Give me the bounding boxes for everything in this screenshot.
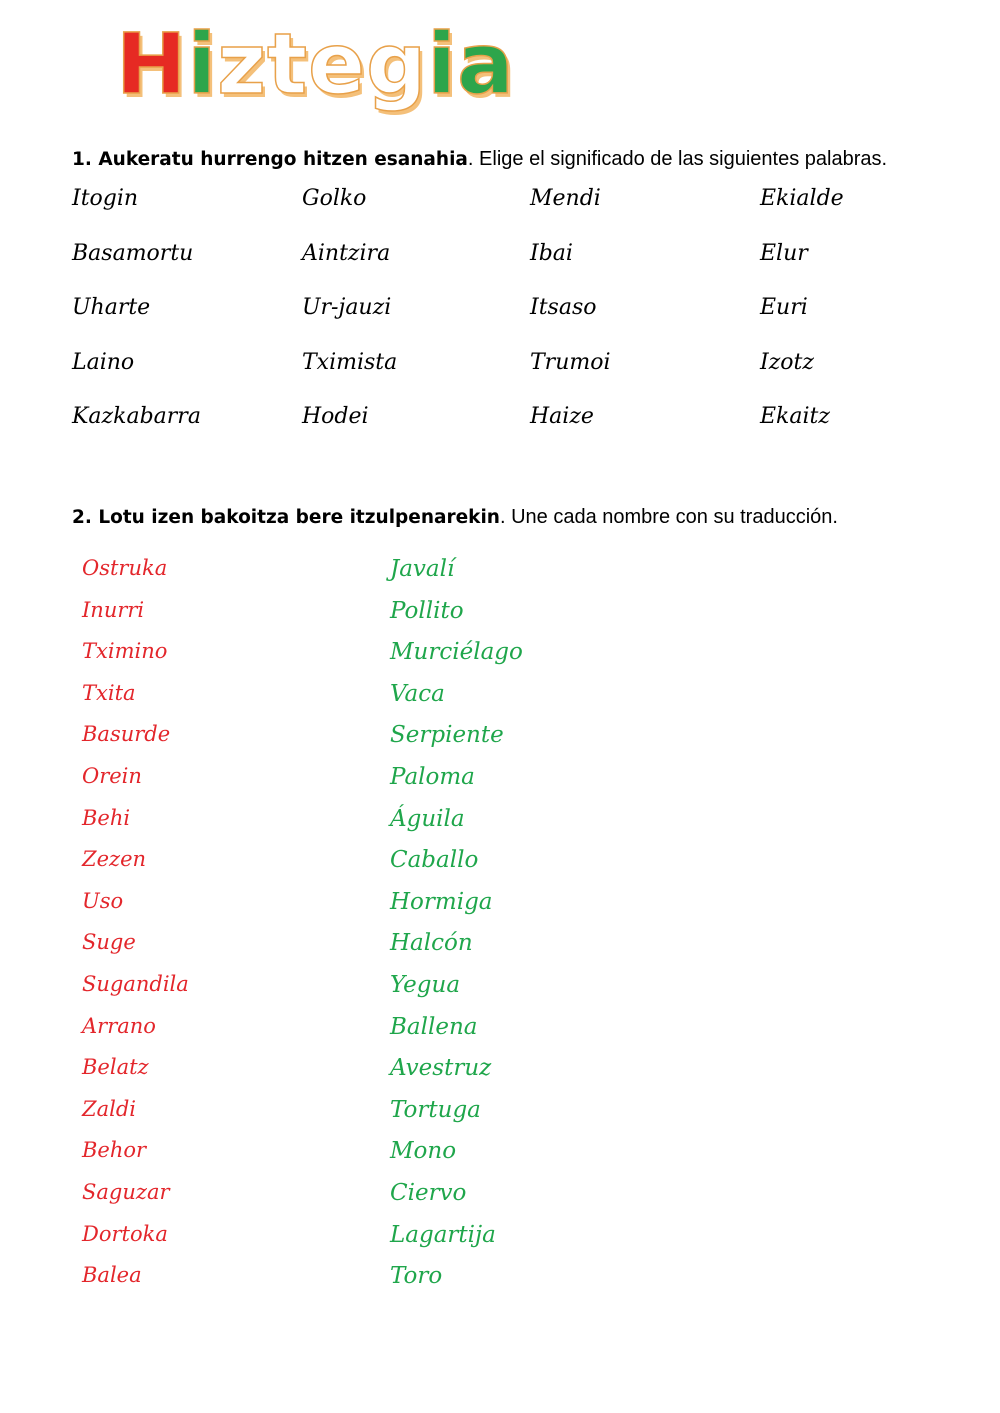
spanish-word[interactable]: Ballena [390, 1013, 478, 1040]
section1-instruction-text: . Elige el significado de las siguientes palabras. [467, 148, 888, 170]
title-letter: a [457, 15, 515, 113]
vocabulary-word: Mendi [530, 186, 601, 211]
basque-word[interactable]: Ostruka [82, 556, 168, 580]
basque-word[interactable]: Txita [82, 680, 136, 705]
vocabulary-row [72, 241, 992, 296]
section2-instruction-text: . Une cada nombre con su traducción. [499, 506, 838, 528]
vocabulary-word: Uharte [72, 295, 151, 320]
basque-word[interactable]: Basurde [82, 722, 171, 747]
vocabulary-word: Ekaitz [760, 404, 830, 429]
basque-word[interactable]: Arrano [82, 1013, 156, 1038]
spanish-word[interactable]: Serpiente [390, 722, 504, 749]
spanish-word-list [390, 556, 523, 1305]
title-letter: H [116, 15, 188, 113]
vocabulary-word: Elur [760, 240, 808, 266]
vocabulary-grid [72, 186, 992, 459]
section1-instruction [72, 148, 887, 171]
basque-word[interactable]: Behi [82, 805, 131, 830]
basque-word[interactable]: Dortoka [82, 1221, 168, 1246]
vocabulary-word: Golko [302, 186, 367, 211]
vocabulary-word: Aintzira [302, 240, 391, 266]
spanish-word[interactable]: Murciélago [390, 639, 523, 666]
spanish-word[interactable]: Paloma [390, 763, 475, 790]
title-letter: i [187, 15, 218, 113]
title-letter: z [217, 15, 267, 113]
vocabulary-row [72, 350, 992, 405]
vocabulary-word: Tximista [302, 349, 398, 375]
vocabulary-word: Itogin [72, 186, 139, 211]
page-title [116, 15, 515, 113]
spanish-word[interactable]: Avestruz [390, 1055, 492, 1082]
section2-instruction [72, 506, 838, 529]
spanish-word[interactable]: Caballo [390, 847, 479, 874]
spanish-word[interactable]: Javalí [390, 556, 455, 582]
title-letter: g [366, 15, 428, 113]
vocabulary-word: Ur-jauzi [302, 295, 392, 320]
basque-word[interactable]: Inurri [82, 597, 145, 622]
vocabulary-word: Izotz [760, 349, 814, 375]
section2-instruction-bold: 2. Lotu izen bakoitza bere itzulpenarekin [72, 507, 500, 528]
basque-word[interactable]: Behor [82, 1138, 147, 1163]
vocabulary-word: Laino [72, 349, 135, 375]
spanish-word[interactable]: Lagartija [390, 1221, 496, 1248]
spanish-word[interactable]: Tortuga [390, 1096, 481, 1123]
vocabulary-word: Ibai [530, 240, 573, 266]
title-letter: i [427, 15, 458, 113]
vocabulary-word: Ekialde [760, 186, 844, 211]
title-letter: t [267, 15, 309, 113]
vocabulary-word: Euri [760, 295, 808, 320]
basque-word[interactable]: Uso [82, 888, 124, 913]
basque-word[interactable]: Sugandila [82, 971, 189, 996]
basque-word[interactable]: Belatz [82, 1055, 149, 1080]
basque-word[interactable]: Balea [82, 1263, 142, 1288]
vocabulary-word: Basamortu [72, 240, 194, 266]
vocabulary-word: Kazkabarra [72, 404, 201, 429]
vocabulary-row [72, 295, 992, 350]
basque-word[interactable]: Suge [82, 930, 136, 955]
spanish-word[interactable]: Pollito [390, 597, 464, 624]
spanish-word[interactable]: Águila [390, 805, 465, 832]
vocabulary-word: Itsaso [530, 295, 597, 320]
vocabulary-word: Trumoi [530, 349, 611, 375]
spanish-word[interactable]: Ciervo [390, 1179, 467, 1206]
title-letter: e [308, 15, 367, 113]
basque-word[interactable]: Tximino [82, 639, 168, 664]
vocabulary-word: Hodei [302, 404, 369, 429]
basque-word-list [82, 556, 189, 1305]
basque-word[interactable]: Orein [82, 763, 142, 788]
vocabulary-row [72, 404, 992, 459]
basque-word[interactable]: Zezen [82, 847, 147, 872]
spanish-word[interactable]: Hormiga [390, 888, 493, 915]
vocabulary-word: Haize [530, 404, 594, 429]
spanish-word[interactable]: Yegua [390, 971, 461, 998]
section1-instruction-bold: 1. Aukeratu hurrengo hitzen esanahia [72, 149, 468, 170]
spanish-word[interactable]: Vaca [390, 680, 445, 707]
basque-word[interactable]: Zaldi [82, 1096, 136, 1121]
spanish-word[interactable]: Mono [390, 1138, 457, 1165]
vocabulary-row [72, 186, 992, 241]
basque-word[interactable]: Saguzar [82, 1179, 170, 1204]
spanish-word[interactable]: Toro [390, 1263, 443, 1290]
spanish-word[interactable]: Halcón [390, 930, 473, 957]
